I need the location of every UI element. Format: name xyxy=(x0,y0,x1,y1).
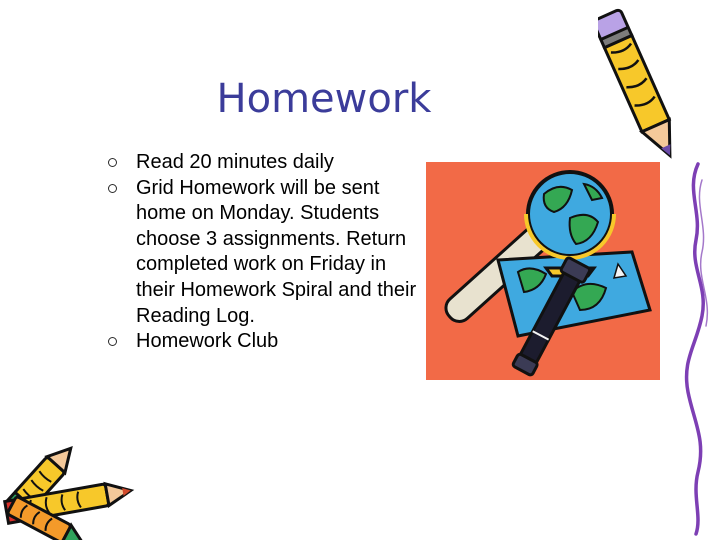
bullet-list xyxy=(108,150,418,355)
bullet-icon xyxy=(108,158,117,167)
pencil-icon xyxy=(598,2,680,170)
bullet-icon xyxy=(108,184,117,193)
bullet-text: Read 20 minutes daily xyxy=(136,151,334,173)
crayons-icon xyxy=(0,432,150,540)
bullet-icon xyxy=(108,337,117,346)
decorative-squiggle-line xyxy=(668,160,718,538)
bullet-text: Homework Club xyxy=(136,330,279,353)
bullet-text: Grid Homework will be sent home on Monday. Students choose 3 assignments. Return completed work on Friday in their Homework Spiral and their Reading Log. xyxy=(136,176,417,327)
bullet-item xyxy=(108,329,418,355)
bullet-item xyxy=(108,176,418,330)
slide-title: Homework xyxy=(216,76,432,122)
globe-map-telescope-clipart xyxy=(422,160,664,382)
bullet-item xyxy=(108,150,418,176)
